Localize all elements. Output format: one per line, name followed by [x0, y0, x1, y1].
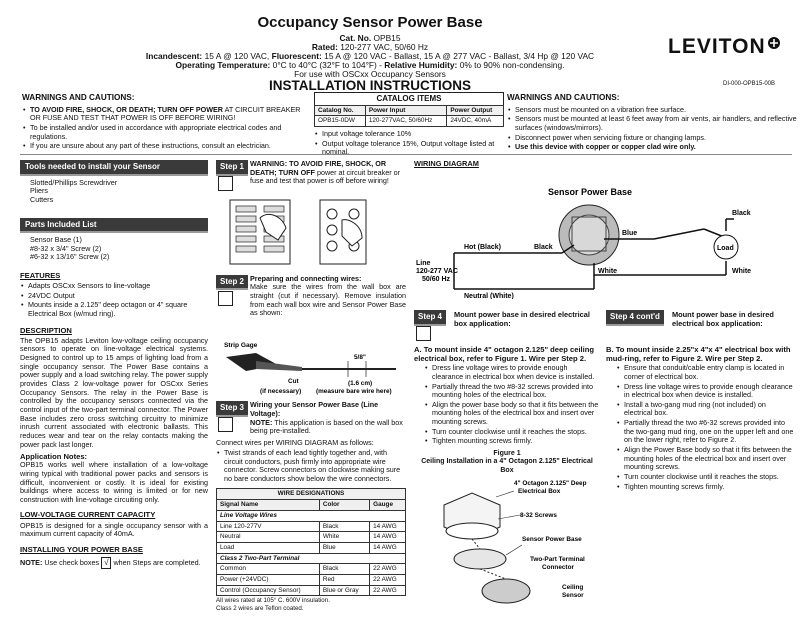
- warning-item: • Sensors must be mounted on a vibration free surface.: [507, 106, 797, 115]
- step4-item: • Partially thread the two #8-32 screws provided into mounting holes of the electrical box.: [424, 383, 600, 400]
- fig-sensor-label: Ceiling: [562, 584, 584, 592]
- step4b-item: • Tighten mounting screws firmly.: [616, 483, 794, 492]
- catalog-items: [314, 92, 504, 158]
- step4b-item: • Install a two-gang mud ring (not included) on electrical box.: [616, 401, 794, 418]
- catalog-title: CATALOG ITEMS: [314, 92, 504, 105]
- doc-id: DI-000-OPB15-00B: [723, 81, 776, 87]
- warnings-right: [507, 93, 797, 153]
- step4-item: • Dress line voltage wires to provide enough clearance in electrical box when device is installed.: [424, 364, 600, 381]
- cut-label: Cut: [288, 377, 299, 385]
- measure-value: 5/8": [354, 353, 366, 361]
- wire-group: Line Voltage Wires: [217, 510, 406, 521]
- step3-text: Wiring your Sensor Power Base (Line Voltage): NOTE: This application is based on the wall box being pre-installed.: [250, 400, 403, 436]
- strip-gage-illustration: [216, 339, 406, 397]
- figure1-subtitle: Ceiling Installation in a 4" Octagon 2.125" Electrical Box: [421, 458, 593, 474]
- install-base-title: INSTALLING YOUR POWER BASE: [20, 544, 143, 554]
- catalog-cell: 24VDC, 40mA: [447, 116, 504, 127]
- step4b-item: • Partially thread the two #6-32 screws provided into the two-gang mud ring, one on the upper left and one on the lower right, refer to Figure 2.: [616, 419, 794, 445]
- wire-header: Gauge: [370, 500, 406, 511]
- catalog-table: [314, 105, 504, 127]
- note-line: NOTE: Use check boxes √ when Steps are completed.: [20, 557, 201, 567]
- step4b-b-title: B. To mount inside 2.25"x 4"x 4" electrical box with mud-ring, refer to Figure 2. Wire per Step 2.: [606, 345, 791, 364]
- blue-label: Blue: [622, 229, 638, 237]
- features-title: FEATURES: [20, 271, 61, 281]
- for-use-line: For use with OSCxx Occupancy Sensors: [294, 69, 446, 79]
- tools-title: Tools needed to install your Sensor: [20, 160, 208, 176]
- warning-item: • Disconnect power when servicing fixture or changing lamps.: [507, 134, 797, 143]
- measure-cm: (1.6 cm): [348, 379, 373, 387]
- tool-item: Slotted/Phillips Screwdriver: [30, 177, 118, 187]
- warning-item: • If you are unsure about any part of these instructions, consult an electrician.: [22, 142, 312, 151]
- warnings-left-title: WARNINGS AND CAUTIONS:: [22, 93, 135, 102]
- tool-item: Pliers: [30, 186, 48, 196]
- app-notes-title: Application Notes:: [20, 452, 88, 462]
- step4-item: • Tighten mounting screws firmly.: [424, 437, 600, 446]
- step4b-item: • Turn counter clockwise until it reaches the stops.: [616, 473, 794, 482]
- catalog-note: • Input voltage tolerance 10%: [314, 130, 504, 139]
- fig-base-label: Sensor Power Base: [522, 536, 582, 544]
- warning-item: • Use this device with copper or copper clad wire only.: [507, 143, 797, 152]
- wiring-title: WIRING DIAGRAM: [414, 159, 479, 168]
- wiring-diagram: [414, 169, 794, 299]
- warnings-left: [22, 93, 312, 152]
- load-label: Load: [717, 244, 734, 252]
- black-label-2: Black: [732, 209, 751, 217]
- description-title: DESCRIPTION: [20, 325, 72, 335]
- wire-table-title: WIRE DESIGNATIONS: [217, 489, 406, 500]
- divider: [20, 154, 792, 155]
- temp-line: Operating Temperature: 0°C to 40°C (32°F to 104°F) - Relative Humidity: 0% to 90% non-condensing.: [175, 60, 565, 70]
- tool-item: Cutters: [30, 194, 54, 204]
- line-voltage-label: 120-277 VAC: [416, 267, 458, 275]
- step4-section: [414, 310, 600, 608]
- step4-checkbox[interactable]: [416, 326, 431, 341]
- part-item: #6-32 x 13/16" Screw (2): [30, 252, 110, 262]
- wire-foot-1: All wires rated at 105° C. 600V insulation.: [216, 597, 330, 605]
- fig-term-label-2: Connector: [542, 564, 574, 572]
- step2-label: Step 2: [216, 275, 248, 291]
- rated-line: Rated: 120-277 VAC, 50/60 Hz: [311, 42, 429, 52]
- neutral-label: Neutral (White): [464, 292, 514, 299]
- catalog-cell: OPB15-0DW: [315, 116, 366, 127]
- strip-gage-label: Strip Gage: [224, 341, 258, 349]
- hot-label: Hot (Black): [464, 243, 501, 251]
- warning-item: • Sensors must be mounted at least 6 feet away from air vents, air handlers, and reflective surfaces (windows/mirrors).: [507, 115, 797, 132]
- step4b-section: [606, 310, 794, 492]
- wiring-diagram-section: [414, 160, 794, 302]
- wire-designations-table: [216, 488, 406, 596]
- step4b-item: • Dress line voltage wires to provide enough clearance in electrical box when device is installed.: [616, 383, 794, 400]
- doc-title: Occupancy Sensor Power Base: [257, 14, 483, 31]
- fig-sensor-label-2: Sensor: [562, 592, 584, 600]
- wire-foot-2: Class 2 wires are Teflon coated.: [216, 604, 304, 612]
- figure1-title: Figure 1: [493, 449, 521, 457]
- lvc-title: LOW-VOLTAGE CURRENT CAPACITY: [20, 510, 156, 520]
- description-text: The OPB15 adapts Leviton low-voltage ceiling occupancy sensors to operate on line-voltage electrical systems. Designed to control up to 15 amps of lighting load from a single occupancy sensor. The Power Base contains a power supply and a load switching relay. The power supply provides Class 2 low-voltage power for OSCxx Series Occupancy Sensors. The relay in the Power Base is controlled by the occupancy sensors connected via the control input of the two-part terminal connector. The Power Base includes zero cross switching circuitry to minimize inrush current associated with electronic ballasts. This reduces wear and tear on the relay contacts making the power pack last longer.: [20, 335, 208, 449]
- step4-label: Step 4: [414, 310, 446, 326]
- step1-label: Step 1: [216, 160, 248, 176]
- table-row: Neutral White 14 AWG: [217, 532, 406, 543]
- step4-item: • Turn counter clockwise until it reaches the stops.: [424, 428, 600, 437]
- fig-term-label: Two-Part Terminal: [530, 556, 585, 564]
- wire-group: Class 2 Two-Part Terminal: [217, 553, 406, 564]
- step4-item: • Align the power base body so that it fits between the mounting holes of the electrical box and insert over mounting screws.: [424, 401, 600, 427]
- warnings-right-title: WARNINGS AND CAUTIONS:: [507, 93, 620, 102]
- part-item: Sensor Base (1): [30, 235, 82, 245]
- diagram-title: Sensor Power Base: [548, 186, 633, 197]
- step4b-title: Mount power base in desired electrical box application:: [672, 310, 774, 328]
- black-label-1: Black: [534, 243, 553, 251]
- check-icon: √: [101, 557, 111, 569]
- step4b-label: Step 4 cont'd: [606, 310, 664, 326]
- step1-text: WARNING: TO AVOID FIRE, SHOCK, OR DEATH; TURN OFF power at circuit breaker or fuse and test that power is off before wiring!: [250, 159, 401, 186]
- step3-label: Step 3: [216, 401, 248, 417]
- lvc-text: OPB15 is designed for a single occupancy sensor with a maximum current capacity of 40mA.: [20, 520, 208, 539]
- leviton-logo: LEVITON: [668, 34, 781, 59]
- breaker-panel-illustration: [216, 198, 406, 268]
- catalog-note: • Output voltage tolerance 15%, Output voltage listed at nominal.: [314, 140, 504, 157]
- step4b-item: • Align the Power Base body so that it fits between the mounting holes of the electrical box and insert over mounting screws.: [616, 446, 794, 472]
- line-hz-label: 50/60 Hz: [422, 275, 451, 283]
- fig-screws-label: 8-32 Screws: [520, 512, 557, 520]
- wire-header: Signal Name: [217, 500, 320, 511]
- fig-box-label: 4" Octagon 2.125" Deep: [514, 480, 587, 488]
- parts-title: Parts Included List: [20, 218, 208, 234]
- white-label-2: White: [732, 267, 752, 275]
- catalog-header: Power Output: [447, 105, 504, 116]
- figure1-illustration: [414, 475, 600, 605]
- step2-checkbox[interactable]: [218, 291, 233, 306]
- step4b-item: • Ensure that conduit/cable entry clamp is located in corner of electrical box.: [616, 364, 794, 381]
- step4-title: Mount power base in desired electrical box application:: [454, 310, 590, 328]
- fig-box-label-2: Electrical Box: [518, 488, 561, 496]
- install-title: INSTALLATION INSTRUCTIONS: [269, 78, 471, 93]
- if-needed-label: (if necessary): [260, 387, 302, 395]
- app-notes-text: OPB15 works well where installation of a low-voltage wiring typical with traditional power packs and sensors is difficult, inconvenient or costly. It is ideal for existing buildings where access to wiring is limited or for new construction with line-voltage circuiting only.: [20, 460, 208, 504]
- white-label-1: White: [598, 267, 618, 275]
- feature-item: • Mounts inside a 2.125" deep octagon or 4" square Electrical Box (w/mud ring).: [20, 301, 208, 318]
- warning-item: • TO AVOID FIRE, SHOCK, OR DEATH; TURN OFF POWER AT CIRCUIT BREAKER OR FUSE AND TEST THAT POWER IS OFF BEFORE WIRING!: [22, 106, 312, 123]
- column-1: [20, 160, 208, 569]
- table-row: Load Blue 14 AWG: [217, 542, 406, 553]
- step1-checkbox[interactable]: [218, 176, 233, 191]
- measure-note: (measure bare wire here): [316, 387, 392, 395]
- logo-mark-icon: [767, 34, 781, 50]
- step4-a-title: A. To mount inside 4" octagon 2.125" deep ceiling electrical box, refer to Figure 1. Wire per Step 2.: [414, 345, 595, 364]
- catalog-header: Catalog No.: [315, 105, 366, 116]
- table-row: Common Black 22 AWG: [217, 564, 406, 575]
- ratings-line: Incandescent: 15 A @ 120 VAC, Fluorescent: 15 A @ 120 VAC - Ballast, 15 A @ 277 VAC - Ballast, 3/4 Hp @ 120 VAC: [145, 51, 595, 61]
- table-row: Line 120-277V Black 14 AWG: [217, 521, 406, 532]
- table-row: Power (+24VDC) Red 22 AWG: [217, 574, 406, 585]
- step3-checkbox[interactable]: [218, 417, 233, 432]
- feature-item: • Adapts OSCxx Sensors to line-voltage: [20, 282, 208, 291]
- column-2: [216, 160, 406, 612]
- table-row: Control (Occupancy Sensor) Blue or Gray 22 AWG: [217, 585, 406, 596]
- step3-bullet: • Twist strands of each lead tightly together and, with circuit conductors, push firmly into appropriate wire connector. Screw connectors on clockwise making sure no bare conductors show below the wire connectors.: [216, 449, 406, 484]
- wire-header: Color: [319, 500, 369, 511]
- step2-text: Preparing and connecting wires: Make sure the wires from the wall box are straight (cut if necessary). Remove insulation from each wall box wire and Sensor Power Base as shown:: [250, 273, 406, 318]
- line-label: Line: [416, 259, 431, 267]
- feature-item: • 24VDC Output: [20, 292, 208, 301]
- catalog-cell: 120-277VAC, 50/60Hz: [365, 116, 447, 127]
- cat-no-line: Cat. No. OPB15: [339, 33, 401, 43]
- part-item: #8-32 x 3/4" Screw (2): [30, 243, 102, 253]
- warning-item: • To be installed and/or used in accordance with appropriate electrical codes and regulations.: [22, 124, 312, 141]
- catalog-header: Power Input: [365, 105, 447, 116]
- connect-text: Connect wires per WIRING DIAGRAM as follows:: [216, 438, 374, 448]
